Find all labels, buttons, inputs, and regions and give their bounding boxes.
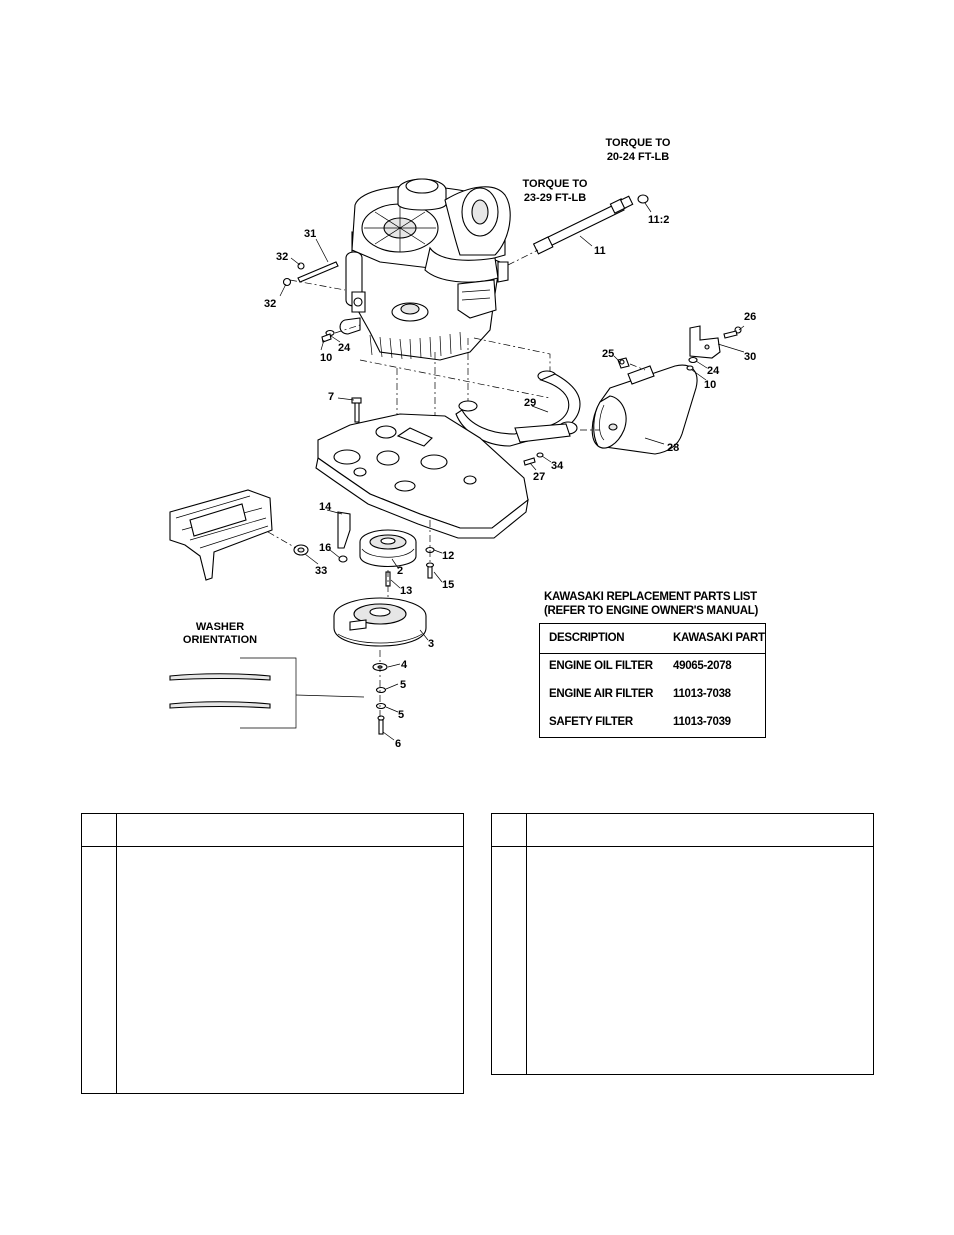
kawasaki-row-description: ENGINE AIR FILTER	[549, 688, 654, 700]
callout-16: 16	[319, 542, 332, 554]
torque-note-lower-line2: 23-29 FT-LB	[523, 192, 587, 204]
kawasaki-header-description: DESCRIPTION	[549, 632, 625, 644]
muffler-bracket-30	[618, 326, 741, 370]
callout-10-engine: 10	[320, 352, 333, 364]
callout-27: 27	[533, 471, 546, 483]
engine-assembly	[340, 179, 510, 360]
callout-13: 13	[400, 585, 413, 597]
torque-note-upper-line2: 20-24 FT-LB	[606, 151, 670, 163]
mounting-bracket	[170, 490, 308, 580]
callout-15: 15	[442, 579, 455, 591]
parts-list-table-right	[491, 813, 874, 1075]
callout-3: 3	[428, 638, 435, 650]
callout-25: 25	[602, 348, 615, 360]
muffler-28	[580, 365, 697, 454]
washer-orientation-detail	[170, 658, 364, 728]
kawasaki-heading-line2: (REFER TO ENGINE OWNER'S MANUAL)	[544, 605, 758, 617]
callout-34: 34	[551, 460, 564, 472]
callout-12: 12	[442, 550, 455, 562]
callout-11-2: 11:2	[648, 214, 670, 226]
callout-10-bracket: 10	[704, 379, 717, 391]
callout-7: 7	[328, 391, 335, 403]
callout-5-lower: 5	[398, 709, 405, 721]
kawasaki-row-part: 11013-7038	[673, 688, 731, 700]
callout-11: 11	[594, 245, 606, 257]
callout-33: 33	[315, 565, 328, 577]
callout-4: 4	[401, 659, 408, 671]
kawasaki-row-description: ENGINE OIL FILTER	[549, 660, 653, 672]
parts-table-column-divider	[116, 814, 117, 1093]
kawasaki-parts-table	[539, 623, 766, 738]
exhaust-tube-11	[508, 195, 648, 265]
callout-29: 29	[524, 397, 537, 409]
callout-31: 31	[304, 228, 317, 240]
kawasaki-row-part: 11013-7039	[673, 716, 731, 728]
callout-26: 26	[744, 311, 757, 323]
kawasaki-parts-heading	[544, 590, 758, 618]
kawasaki-row-part: 49065-2078	[673, 660, 732, 672]
parts-table-header	[82, 814, 463, 847]
callout-32-upper: 32	[276, 251, 289, 263]
torque-note-lower-line1: TORQUE TO	[522, 178, 588, 190]
pulley-clutch-assembly	[334, 512, 434, 734]
kawasaki-header-divider	[540, 653, 765, 654]
parts-list-table-left	[81, 813, 464, 1094]
callout-28: 28	[667, 442, 680, 454]
kawasaki-heading-line1: KAWASAKI REPLACEMENT PARTS LIST	[544, 591, 757, 603]
callout-6: 6	[395, 738, 402, 750]
parts-table-header	[492, 814, 873, 847]
torque-note-upper-line1: TORQUE TO	[605, 137, 671, 149]
callout-32-lower: 32	[264, 298, 277, 310]
kawasaki-row-description: SAFETY FILTER	[549, 716, 633, 728]
callout-30: 30	[744, 351, 757, 363]
washer-orientation-line2: ORIENTATION	[182, 634, 258, 646]
callout-14: 14	[319, 501, 332, 513]
callout-24-bracket: 24	[707, 365, 720, 377]
callout-5-upper: 5	[400, 679, 407, 691]
callout-24-engine: 24	[338, 342, 351, 354]
callout-2: 2	[397, 565, 404, 577]
kawasaki-header-part: KAWASAKI PART	[673, 632, 765, 644]
parts-table-column-divider	[526, 814, 527, 1074]
washer-orientation-line1: WASHER	[195, 621, 245, 633]
